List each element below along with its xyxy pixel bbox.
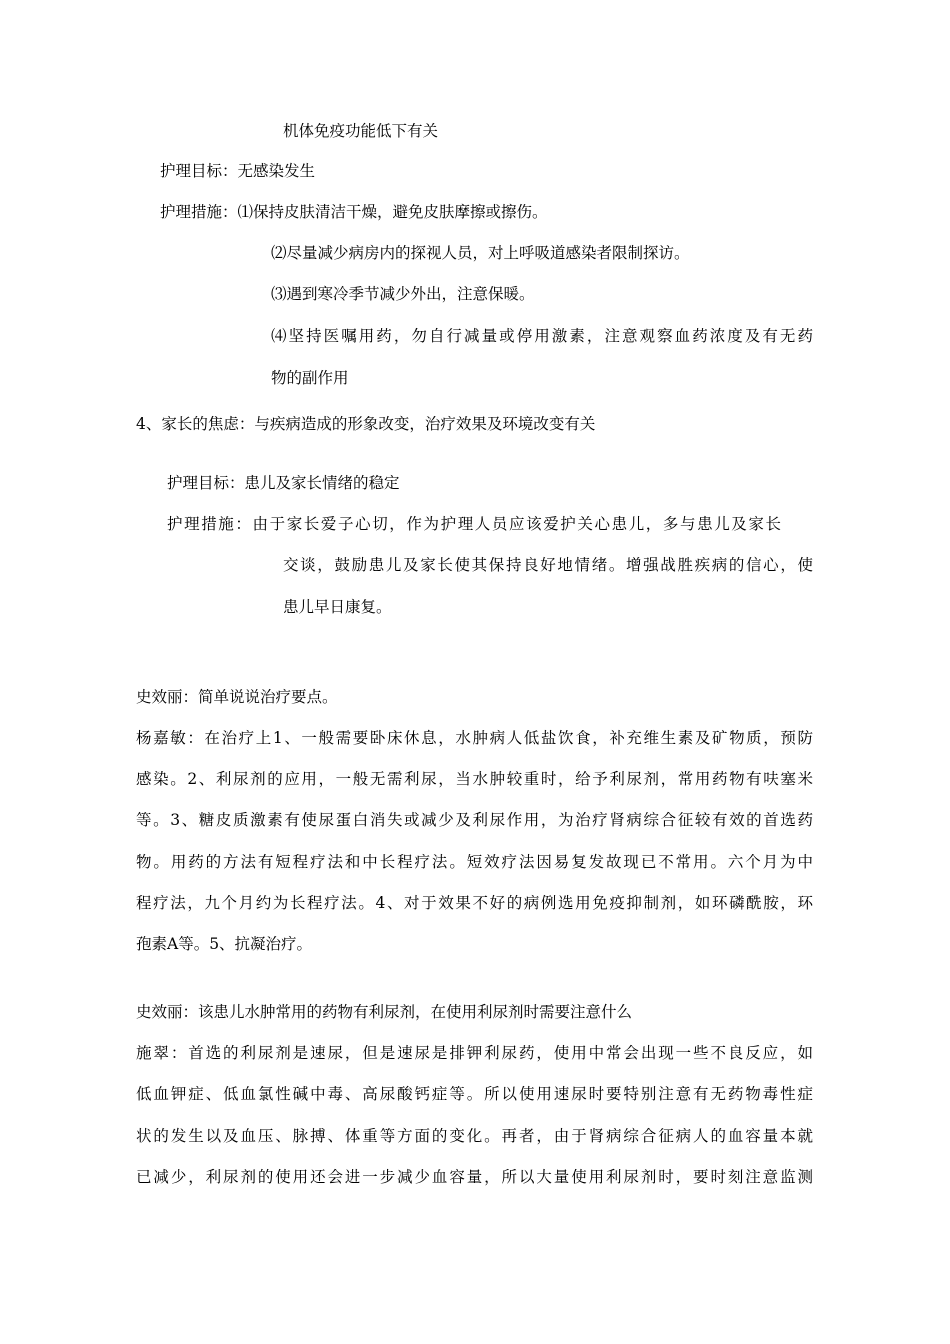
diagnosis-continuation: 机体免疫功能低下有关	[283, 122, 439, 140]
dialogue-1-answer-line: 杨嘉敏：在治疗上1、一般需要卧床休息，水肿病人低盐饮食，补充维生素及矿物质，预防	[136, 729, 813, 747]
nursing-measure-4: ⑷坚持医嘱用药，勿自行减量或停用激素，注意观察血药浓度及有无药	[271, 327, 813, 345]
nursing-goal: 护理目标：无感染发生	[160, 162, 316, 180]
section-4-title: 4、家长的焦虑：与疾病造成的形象改变，治疗效果及环境改变有关	[136, 415, 596, 433]
section-4-goal: 护理目标：患儿及家长情绪的稳定	[167, 474, 400, 492]
section-4-measure-2: 交谈，鼓励患儿及家长使其保持良好地情绪。增强战胜疾病的信心，使	[283, 556, 813, 574]
dialogue-2-answer-line: 低血钾症、低血氯性碱中毒、高尿酸钙症等。所以使用速尿时要特别注意有无药物毒性症	[136, 1085, 813, 1103]
dialogue-2-question: 史效丽：该患儿水肿常用的药物有利尿剂，在使用利尿剂时需要注意什么	[136, 1003, 633, 1021]
dialogue-1-answer-line: 感染。2、利尿剂的应用，一般无需利尿，当水肿较重时，给予利尿剂，常用药物有呋塞米	[136, 770, 813, 788]
dialogue-2-answer-line: 施翠：首选的利尿剂是速尿，但是速尿是排钾利尿药，使用中常会出现一些不良反应，如	[136, 1044, 813, 1062]
nursing-measure-4-cont: 物的副作用	[271, 369, 349, 387]
nursing-measure-2: ⑵尽量减少病房内的探视人员，对上呼吸道感染者限制探访。	[271, 244, 690, 262]
dialogue-2-answer-line: 已减少，利尿剂的使用还会进一步减少血容量，所以大量使用利尿剂时，要时刻注意监测	[136, 1168, 813, 1186]
dialogue-2-answer-line: 状的发生以及血压、脉搏、体重等方面的变化。再者，由于肾病综合征病人的血容量本就	[136, 1127, 813, 1145]
dialogue-1-answer-line: 等。3、糖皮质激素有使尿蛋白消失或减少及利尿作用，为治疗肾病综合征较有效的首选药	[136, 811, 813, 829]
nursing-measure-1: 护理措施：⑴保持皮肤清洁干燥，避免皮肤摩擦或擦伤。	[160, 203, 548, 221]
dialogue-1-answer-line: 孢素A等。5、抗凝治疗。	[136, 935, 313, 953]
nursing-measure-3: ⑶遇到寒冷季节减少外出，注意保暖。	[271, 285, 535, 303]
dialogue-1-question: 史效丽：简单说说治疗要点。	[136, 688, 338, 706]
section-4-measure-3: 患儿早日康复。	[283, 598, 392, 616]
dialogue-1-answer-line: 程疗法，九个月约为长程疗法。4、对于效果不好的病例选用免疫抑制剂，如环磷酰胺，环	[136, 894, 813, 912]
section-4-measure-1: 护理措施：由于家长爱子心切，作为护理人员应该爱护关心患儿，多与患儿及家长	[167, 515, 781, 533]
dialogue-1-answer-line: 物。用药的方法有短程疗法和中长程疗法。短效疗法因易复发故现已不常用。六个月为中	[136, 853, 813, 871]
